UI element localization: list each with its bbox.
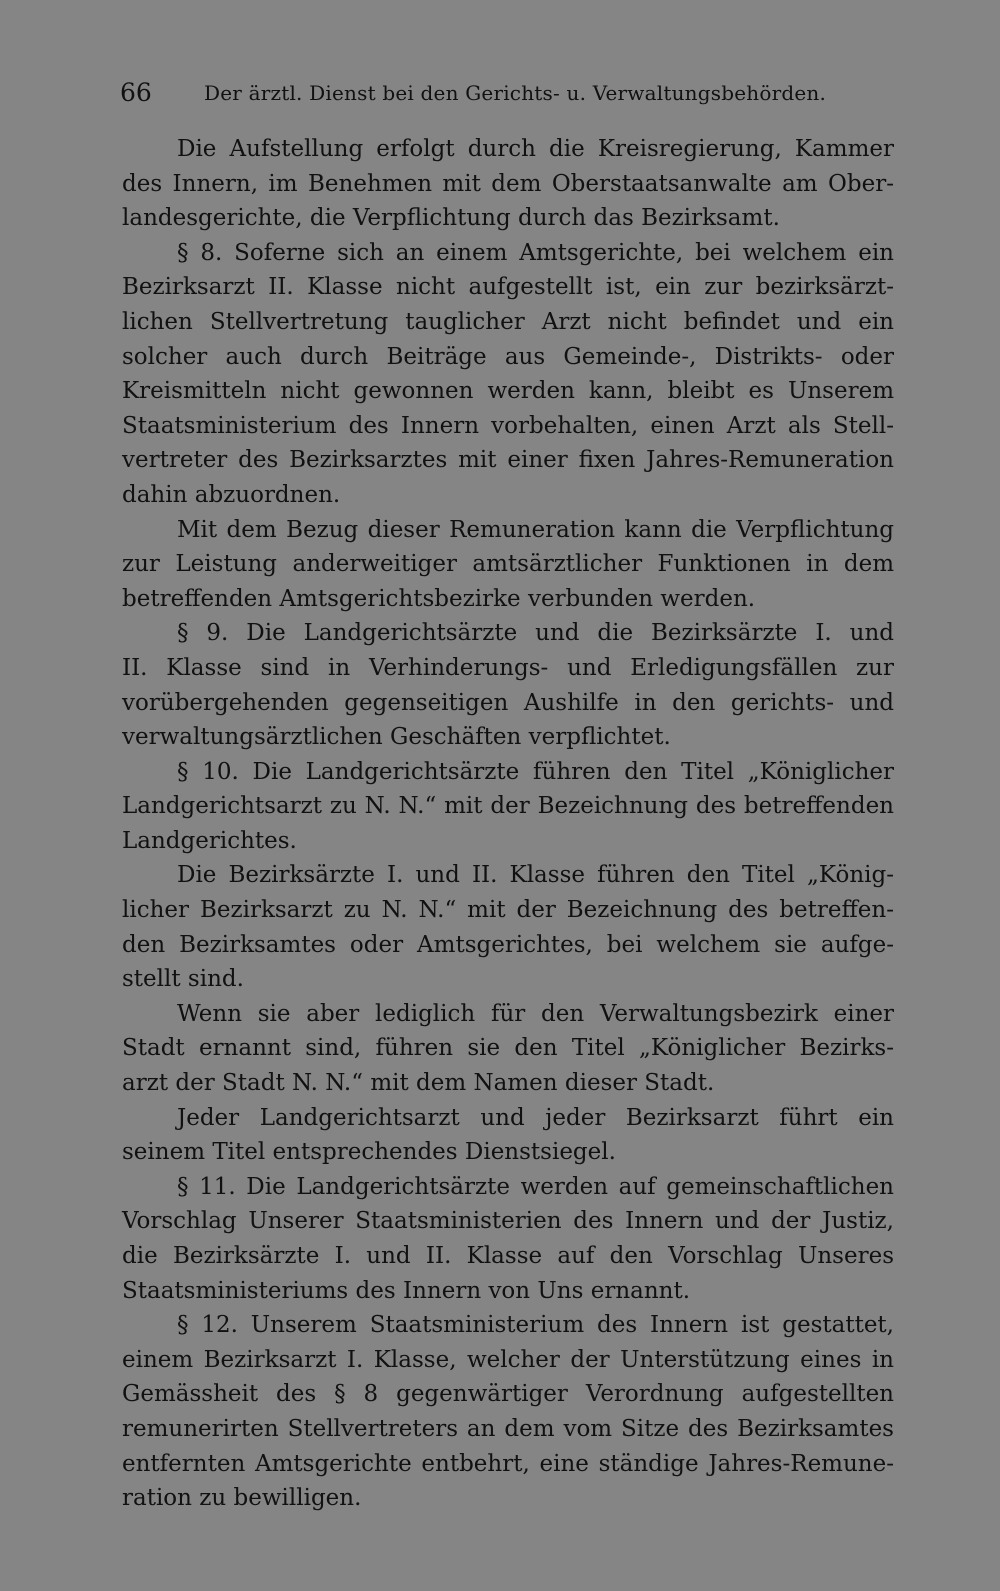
- text-line: vorübergehenden gegenseitigen Aushilfe in den gerichts- und: [122, 689, 894, 716]
- text-line: Mit dem Bezug dieser Remuneration kann die Verpflichtung: [177, 516, 894, 543]
- text-line: ration zu bewilligen.: [122, 1485, 362, 1512]
- text-line: vertreter des Bezirksarztes mit einer fixen Jahres-Remuneration: [122, 447, 894, 474]
- text-line: licher Bezirksarzt zu N. N.“ mit der Bezeichnung des betreffen-: [122, 897, 894, 924]
- text-line: Kreismitteln nicht gewonnen werden kann, bleibt es Unserem: [122, 378, 894, 405]
- text-line: den Bezirksamtes oder Amtsgerichtes, bei welchem sie aufge-: [122, 931, 894, 958]
- text-line: § 10. Die Landgerichtsärzte führen den Titel „Königlicher: [177, 758, 894, 785]
- text-line: landesgerichte, die Verpflichtung durch das Bezirksamt.: [122, 205, 780, 232]
- text-line: remunerirten Stellvertreters an dem vom Sitze des Bezirksamtes: [122, 1415, 894, 1442]
- text-line: arzt der Stadt N. N.“ mit dem Namen dieser Stadt.: [122, 1070, 715, 1097]
- text-line: Vorschlag Unserer Staatsministerien des Innern und der Justiz,: [122, 1208, 894, 1235]
- text-line: Die Aufstellung erfolgt durch die Kreisregierung, Kammer: [177, 136, 894, 162]
- text-line: entfernten Amtsgerichte entbehrt, eine ständige Jahres-Remune-: [122, 1450, 894, 1477]
- body-text: [122, 132, 894, 1516]
- text-line: Die Bezirksärzte I. und II. Klasse führen den Titel „König-: [177, 862, 894, 889]
- text-line: Staatsministeriums des Innern von Uns ernannt.: [122, 1277, 691, 1304]
- text-line: stellt sind.: [122, 966, 244, 993]
- text-line: betreffenden Amtsgerichtsbezirke verbunden werden.: [122, 585, 756, 612]
- text-line: lichen Stellvertretung tauglicher Arzt nicht befindet und ein: [122, 308, 894, 335]
- text-line: Jeder Landgerichtsarzt und jeder Bezirksarzt führt ein: [177, 1104, 894, 1131]
- text-line: seinem Titel entsprechendes Dienstsiegel.: [122, 1139, 616, 1166]
- text-line: § 11. Die Landgerichtsärzte werden auf gemeinschaftlichen: [177, 1173, 894, 1200]
- text-line: solcher auch durch Beiträge aus Gemeinde-, Distrikts- oder: [122, 343, 894, 370]
- text-line: § 12. Unserem Staatsministerium des Innern ist gestattet,: [177, 1312, 894, 1339]
- text-line: § 9. Die Landgerichtsärzte und die Bezirksärzte I. und: [177, 620, 894, 647]
- text-line: § 8. Soferne sich an einem Amtsgerichte, bei welchem ein: [177, 239, 894, 266]
- text-line: Landgerichtsarzt zu N. N.“ mit der Bezeichnung des betreffenden: [122, 793, 894, 820]
- text-line: II. Klasse sind in Verhinderungs- und Erledigungsfällen zur: [122, 654, 894, 681]
- text-line: des Innern, im Benehmen mit dem Oberstaatsanwalte am Ober-: [122, 170, 894, 197]
- page-header: [120, 78, 880, 114]
- text-line: Wenn sie aber lediglich für den Verwaltungsbezirk einer: [177, 1000, 894, 1027]
- text-line: einem Bezirksarzt I. Klasse, welcher der Unterstützung eines in: [122, 1346, 894, 1373]
- page-number: 66: [120, 78, 152, 107]
- text-line: Bezirksarzt II. Klasse nicht aufgestellt ist, ein zur bezirksärzt-: [122, 274, 894, 301]
- text-line: Landgerichtes.: [122, 827, 297, 854]
- text-line: verwaltungsärztlichen Geschäften verpflichtet.: [122, 724, 671, 751]
- text-line: Gemässheit des § 8 gegenwärtiger Verordnung aufgestellten: [122, 1381, 894, 1408]
- text-line: Stadt ernannt sind, führen sie den Titel „Königlicher Bezirks-: [122, 1035, 894, 1062]
- text-line: Staatsministerium des Innern vorbehalten, einen Arzt als Stell-: [122, 412, 894, 439]
- text-line: zur Leistung anderweitiger amtsärztlicher Funktionen in dem: [122, 551, 894, 578]
- text-line: dahin abzuordnen.: [122, 481, 341, 508]
- text-line: die Bezirksärzte I. und II. Klasse auf den Vorschlag Unseres: [122, 1243, 894, 1269]
- running-head: Der ärztl. Dienst bei den Gerichts- u. Verwaltungsbehörden.: [204, 81, 827, 105]
